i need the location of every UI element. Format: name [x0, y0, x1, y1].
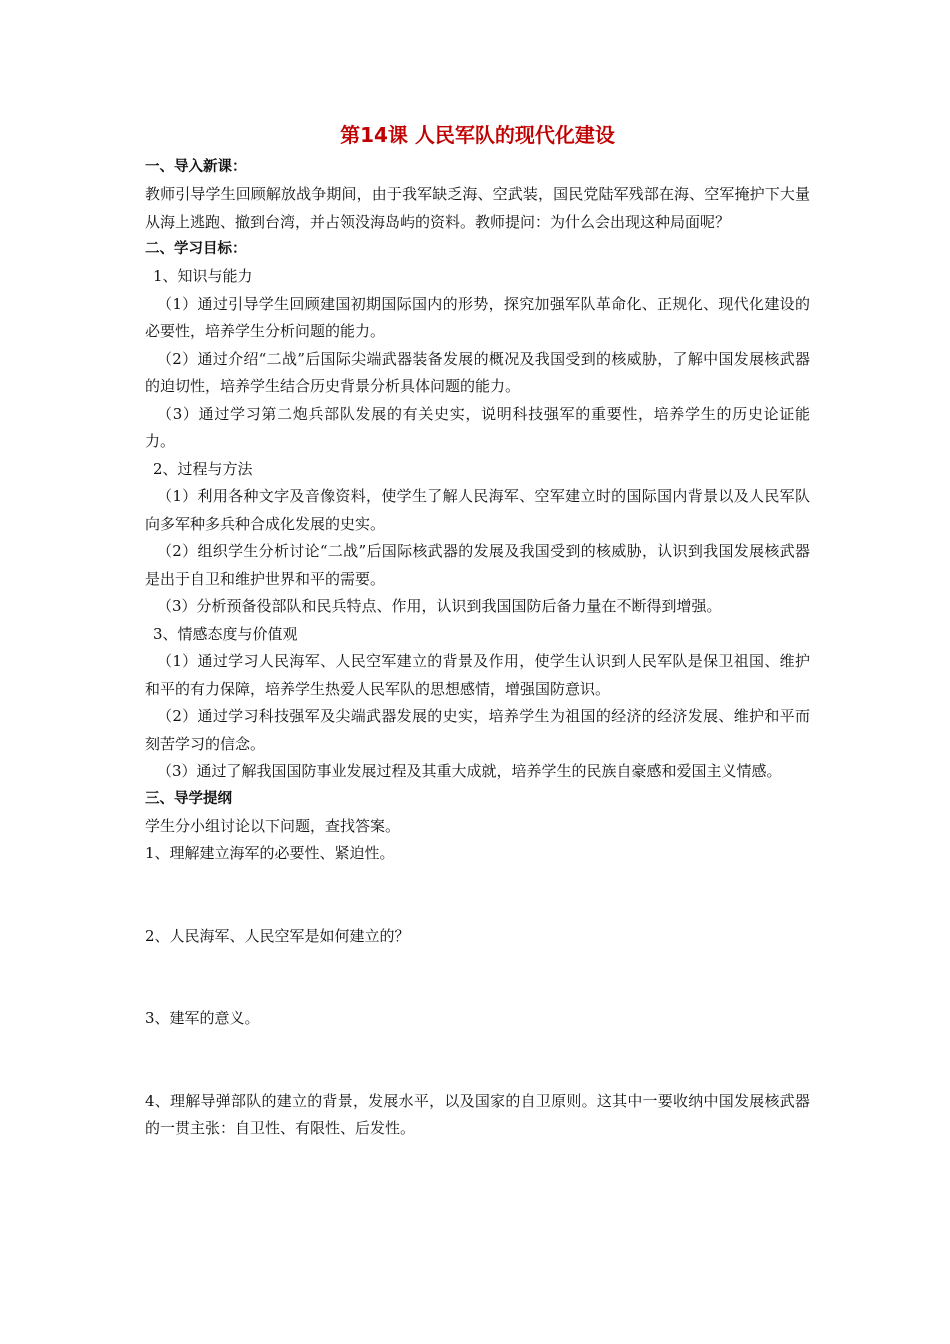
answer-space: [145, 950, 810, 1005]
answer-space: [145, 868, 810, 923]
objective-item: （1）利用各种文字及音像资料，使学生了解人民海军、空军建立时的国际国内背景以及人民军队向多军种多兵种合成化发展的史实。: [145, 487, 810, 533]
objective-group-label: 2、过程与方法: [153, 459, 253, 478]
section-heading-outline: 三、导学提纲: [145, 790, 232, 807]
page-title: 第14课 人民军队的现代化建设: [340, 123, 615, 147]
question-item: 1、理解建立海军的必要性、紧迫性。: [145, 844, 395, 862]
objective-item: （2）通过介绍“二战”后国际尖端武器装备发展的概况及我国受到的核威胁，了解中国发展核武器的迫切性，培养学生结合历史背景分析具体问题的能力。: [145, 349, 810, 395]
objective-item: （1）通过学习人民海军、人民空军建立的背景及作用，使学生认识到人民军队是保卫祖国、维护和平的有力保障，培养学生热爱人民军队的思想感情，增强国防意识。: [145, 652, 810, 698]
objective-item: （2）通过学习科技强军及尖端武器发展的史实，培养学生为祖国的经济的经济发展、维护和平而刻苦学习的信念。: [145, 707, 810, 753]
section-objectives: [145, 236, 810, 786]
objective-item: （1）通过引导学生回顾建国初期国际国内的形势，探究加强军队革命化、正规化、现代化建设的必要性，培养学生分析问题的能力。: [145, 294, 810, 340]
section-outline: [145, 786, 810, 1143]
section-intro: [145, 154, 810, 236]
objective-group-label: 3、情感态度与价值观: [153, 624, 298, 643]
section-heading-intro: 一、导入新课：: [145, 159, 247, 175]
section-heading-objectives: 二、学习目标：: [145, 241, 247, 257]
objective-item: （2）组织学生分析讨论“二战”后国际核武器的发展及我国受到的核威胁，认识到我国发展核武器是出于自卫和维护世界和平的需要。: [145, 542, 810, 588]
outline-intro: 学生分小组讨论以下问题，查找答案。: [145, 816, 401, 835]
question-item: 3、建军的意义。: [145, 1009, 260, 1027]
document-page: [145, 120, 810, 1143]
objective-item: （3）分析预备役部队和民兵特点、作用，认识到我国国防后备力量在不断得到增强。: [157, 597, 722, 615]
intro-paragraph: 教师引导学生回顾解放战争期间，由于我军缺乏海、空武装，国民党陆军残部在海、空军掩护下大量从海上逃跑、撤到台湾，并占领没海岛屿的资料。教师提问：为什么会出现这种局面呢？: [145, 185, 810, 231]
question-item: 2、人民海军、人民空军是如何建立的？: [145, 926, 410, 945]
objective-group-label: 1、知识与能力: [153, 267, 253, 285]
objective-item: （3）通过学习第二炮兵部队发展的有关史实，说明科技强军的重要性，培养学生的历史论证能力。: [145, 404, 810, 450]
question-item: 4、理解导弹部队的建立的背景，发展水平，以及国家的自卫原则。这其中一要收纳中国发展核武器的一贯主张：自卫性、有限性、后发性。: [145, 1091, 810, 1137]
objective-item: （3）通过了解我国国防事业发展过程及其重大成就，培养学生的民族自豪感和爱国主义情感。: [157, 762, 782, 780]
answer-space: [145, 1033, 810, 1088]
